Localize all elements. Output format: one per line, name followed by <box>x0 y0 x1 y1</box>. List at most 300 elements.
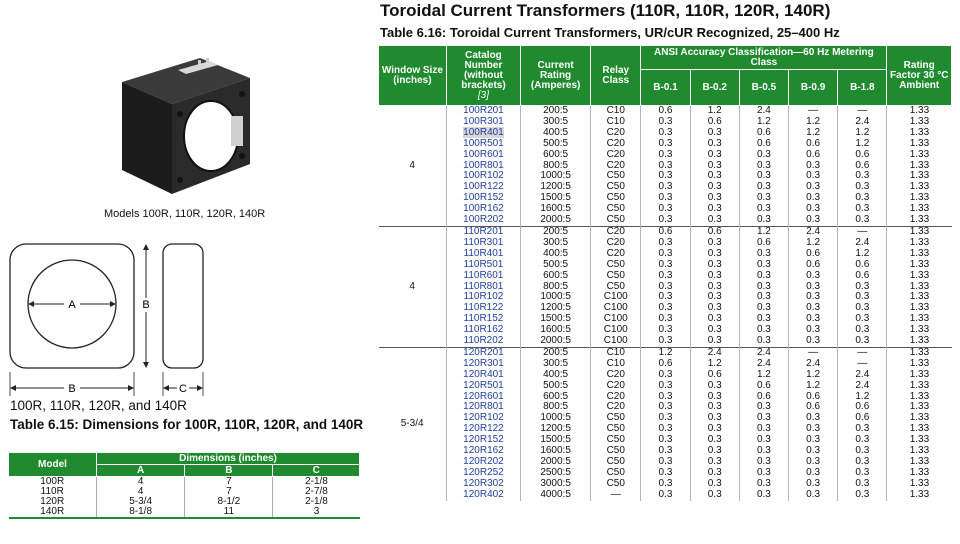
b-0-1-cell: 0.3 <box>641 260 690 271</box>
dimension-row <box>9 507 360 518</box>
current-rating-cell: 1000:5 <box>521 171 591 182</box>
relay-class-cell: C20 <box>591 161 641 172</box>
b-0-2-cell: 1.2 <box>690 359 739 370</box>
b-0-5-cell: 0.3 <box>739 402 788 413</box>
b-0-2-cell: 1.2 <box>690 106 739 117</box>
b-0-2-cell: 0.3 <box>690 446 739 457</box>
b-1-8-cell: 0.3 <box>838 490 887 501</box>
b-1-8-cell: 0.6 <box>838 260 887 271</box>
catalog-number-text: 110R201 <box>463 225 504 237</box>
current-rating-cell: 300:5 <box>521 238 591 249</box>
relay-class-cell: C50 <box>591 413 641 424</box>
b-0-5-cell: 0.3 <box>739 479 788 490</box>
catalog-number-text: 100R301 <box>463 115 504 127</box>
current-rating-cell: 300:5 <box>521 359 591 370</box>
b-0-1-cell: 0.3 <box>641 171 690 182</box>
b-0-2-cell: 0.3 <box>690 215 739 226</box>
current-rating-cell: 2500:5 <box>521 468 591 479</box>
b-0-1-cell: 0.3 <box>641 182 690 193</box>
b-0-9-cell: 1.2 <box>789 370 838 381</box>
b-0-5-cell: 0.3 <box>739 161 788 172</box>
b-0-1-cell: 0.3 <box>641 238 690 249</box>
photo-caption: Models 100R, 110R, 120R, 140R <box>104 208 266 220</box>
b-0-9-cell: 0.3 <box>789 325 838 336</box>
b-0-5-cell: 0.3 <box>739 413 788 424</box>
b-1-8-cell: 0.3 <box>838 303 887 314</box>
b-0-9-cell: 1.2 <box>789 381 838 392</box>
relay-class-cell: C50 <box>591 271 641 282</box>
b-1-8-cell: 0.3 <box>838 193 887 204</box>
b-0-2-cell: 0.3 <box>690 150 739 161</box>
catalog-number-text: 110R152 <box>463 313 504 325</box>
b-1-8-cell: — <box>838 347 887 358</box>
diagram-caption: 100R, 110R, 120R, and 140R <box>10 398 187 413</box>
b-0-1-cell: 0.3 <box>641 150 690 161</box>
b-0-1-cell: 0.3 <box>641 468 690 479</box>
b-0-9-cell: 0.3 <box>789 171 838 182</box>
col-a: A <box>97 465 185 477</box>
b-0-2-cell: 0.3 <box>690 128 739 139</box>
b-1-8-cell: 0.3 <box>838 479 887 490</box>
current-rating-cell: 500:5 <box>521 381 591 392</box>
col-current-rating: Current Rating (Amperes) <box>521 46 591 106</box>
b-0-9-cell: 0.3 <box>789 490 838 501</box>
relay-class-cell: C50 <box>591 204 641 215</box>
dim-cell-b: 7 <box>185 477 273 488</box>
b-0-5-cell: 1.2 <box>739 226 788 237</box>
b-0-5-cell: 0.3 <box>739 193 788 204</box>
rating-factor-cell: 1.33 <box>909 159 930 171</box>
b-0-9-cell: 0.3 <box>789 457 838 468</box>
b-0-2-cell: 0.3 <box>690 139 739 150</box>
b-1-8-cell: 0.3 <box>838 446 887 457</box>
relay-class-cell: C50 <box>591 468 641 479</box>
dim-cell-a: 5-3/4 <box>97 497 185 507</box>
ct-table <box>378 45 952 501</box>
catalog-number-text: 100R152 <box>463 192 504 204</box>
b-0-2-cell: 0.3 <box>690 402 739 413</box>
b-1-8-cell: — <box>838 359 887 370</box>
dim-cell-b: 7 <box>185 487 273 497</box>
b-0-2-cell: 0.3 <box>690 249 739 260</box>
b-0-1-cell: 0.3 <box>641 435 690 446</box>
b-0-1-cell: 0.3 <box>641 490 690 501</box>
b-0-1-cell: 0.3 <box>641 117 690 128</box>
rating-factor-cell: 1.33 <box>909 390 930 402</box>
catalog-number-text: 110R301 <box>463 236 504 248</box>
b-0-5-cell: 0.3 <box>739 182 788 193</box>
b-0-9-cell: 2.4 <box>789 226 838 237</box>
b-1-8-cell: 1.2 <box>838 392 887 403</box>
b-0-9-cell: 1.2 <box>789 128 838 139</box>
b-0-2-cell: 0.3 <box>690 182 739 193</box>
b-1-8-cell: 0.6 <box>838 271 887 282</box>
catalog-number-text: 110R122 <box>463 302 504 314</box>
col-rating-factor: Rating Factor 30 °C Ambient <box>887 46 952 106</box>
b-0-5-cell: 0.6 <box>739 392 788 403</box>
relay-class-cell: C50 <box>591 457 641 468</box>
b-1-8-cell: 0.3 <box>838 457 887 468</box>
dim-a-label: A <box>68 299 76 311</box>
catalog-number-text: 110R801 <box>463 280 504 292</box>
b-0-5-cell: 0.3 <box>739 325 788 336</box>
b-1-8-cell: 0.3 <box>838 435 887 446</box>
b-0-9-cell: 0.3 <box>789 413 838 424</box>
table-6-16-title: Table 6.16: Toroidal Current Transformers, UR/cUR Recognized, 25–400 Hz <box>380 25 840 40</box>
b-0-1-cell: 0.3 <box>641 325 690 336</box>
rating-factor-cell: 1.33 <box>909 280 930 292</box>
catalog-number-text: 100R202 <box>463 214 504 226</box>
rating-factor-cell: 1.33 <box>909 214 930 226</box>
relay-class-cell: C50 <box>591 446 641 457</box>
b-0-2-cell: 0.3 <box>690 260 739 271</box>
catalog-number-text: 120R102 <box>463 412 504 424</box>
rating-factor-cell: 1.33 <box>909 423 930 435</box>
catalog-number-cell <box>446 336 520 347</box>
col-b-0-5: B-0.5 <box>739 70 788 106</box>
col-b-0-1: B-0.1 <box>641 70 690 106</box>
relay-class-cell: C20 <box>591 370 641 381</box>
relay-class-cell: C20 <box>591 139 641 150</box>
col-b-1-8: B-1.8 <box>838 70 887 106</box>
rating-factor-cell: 1.33 <box>909 126 930 138</box>
current-rating-cell: 1000:5 <box>521 292 591 303</box>
b-0-9-cell: 0.3 <box>789 303 838 314</box>
rating-factor-cell: 1.33 <box>909 466 930 478</box>
b-0-9-cell: — <box>789 106 838 117</box>
b-0-2-cell: 0.3 <box>690 336 739 347</box>
b-1-8-cell: 2.4 <box>838 370 887 381</box>
b-0-9-cell: 0.3 <box>789 215 838 226</box>
b-0-9-cell: 0.6 <box>789 402 838 413</box>
b-0-1-cell: 0.3 <box>641 271 690 282</box>
b-0-5-cell: 0.3 <box>739 150 788 161</box>
b-0-5-cell: 0.3 <box>739 468 788 479</box>
relay-class-cell: C20 <box>591 226 641 237</box>
catalog-number-text: 100R401 <box>463 126 504 138</box>
rating-factor-cell: 1.33 <box>909 247 930 259</box>
b-0-2-cell: 0.3 <box>690 171 739 182</box>
relay-class-cell: C100 <box>591 314 641 325</box>
rating-factor-cell: 1.33 <box>909 115 930 127</box>
relay-class-cell: C10 <box>591 106 641 117</box>
b-1-8-cell: 0.6 <box>838 150 887 161</box>
relay-class-cell: C50 <box>591 282 641 293</box>
b-0-5-cell: 0.3 <box>739 490 788 501</box>
dim-b-vertical-label: B <box>142 299 150 311</box>
b-0-1-cell: 0.3 <box>641 381 690 392</box>
relay-class-cell: C50 <box>591 435 641 446</box>
relay-class-cell: C100 <box>591 303 641 314</box>
rating-factor-cell: 1.33 <box>909 236 930 248</box>
b-0-2-cell: 0.3 <box>690 457 739 468</box>
b-0-5-cell: 0.3 <box>739 424 788 435</box>
catalog-number-text: 120R402 <box>463 488 504 500</box>
rating-factor-cell: 1.33 <box>887 226 952 237</box>
b-0-9-cell: 0.3 <box>789 446 838 457</box>
dim-cell-a: 4 <box>97 487 185 497</box>
b-0-1-cell: 0.3 <box>641 139 690 150</box>
b-0-5-cell: 0.3 <box>739 204 788 215</box>
b-0-2-cell: 0.3 <box>690 479 739 490</box>
b-1-8-cell: 2.4 <box>838 238 887 249</box>
b-0-5-cell: 0.3 <box>739 435 788 446</box>
catalog-number-cell <box>446 490 520 501</box>
relay-class-cell: C100 <box>591 292 641 303</box>
catalog-number-text: 120R201 <box>463 346 504 358</box>
transformer-photo <box>100 52 260 202</box>
b-0-1-cell: 0.3 <box>641 336 690 347</box>
rating-factor-cell: 1.33 <box>909 445 930 457</box>
b-0-9-cell: 0.3 <box>789 271 838 282</box>
catalog-number-cell <box>446 215 520 226</box>
b-0-1-cell: 0.3 <box>641 424 690 435</box>
b-0-5-cell: 2.4 <box>739 347 788 358</box>
b-0-1-cell: 0.3 <box>641 392 690 403</box>
b-0-1-cell: 0.3 <box>641 303 690 314</box>
b-0-1-cell: 0.3 <box>641 370 690 381</box>
current-rating-cell: 1200:5 <box>521 303 591 314</box>
current-rating-cell: 600:5 <box>521 271 591 282</box>
table-row <box>379 336 952 347</box>
catalog-number-text: 100R102 <box>463 170 504 182</box>
b-0-5-cell: 0.3 <box>739 292 788 303</box>
current-rating-cell: 600:5 <box>521 392 591 403</box>
col-relay-class: Relay Class <box>591 46 641 106</box>
b-0-1-cell: 0.3 <box>641 215 690 226</box>
current-rating-cell: 1500:5 <box>521 193 591 204</box>
relay-class-cell: C20 <box>591 128 641 139</box>
rating-factor-cell: 1.33 <box>909 203 930 215</box>
catalog-footnote: [3] <box>477 89 490 101</box>
b-1-8-cell: — <box>838 106 887 117</box>
catalog-number-text: 100R162 <box>463 203 504 215</box>
b-1-8-cell: 0.3 <box>838 314 887 325</box>
dim-cell-c: 2-1/8 <box>305 496 328 507</box>
b-1-8-cell: 0.3 <box>838 215 887 226</box>
rating-factor-cell: 1.33 <box>909 258 930 270</box>
b-0-5-cell: 0.3 <box>739 260 788 271</box>
current-rating-cell: 1200:5 <box>521 182 591 193</box>
catalog-number-text: 100R201 <box>463 105 504 116</box>
dimensions-table <box>8 452 360 519</box>
rating-factor-cell: 1.33 <box>909 412 930 424</box>
b-1-8-cell: 1.2 <box>838 128 887 139</box>
b-1-8-cell: 0.3 <box>838 292 887 303</box>
rating-factor-cell: 1.33 <box>909 456 930 467</box>
col-b: B <box>185 465 273 477</box>
catalog-number-text: 120R162 <box>463 445 504 457</box>
b-0-1-cell: 0.3 <box>641 161 690 172</box>
b-0-5-cell: 0.3 <box>739 215 788 226</box>
b-0-5-cell: 0.3 <box>739 446 788 457</box>
rating-factor-cell: 1.33 <box>909 313 930 325</box>
b-0-5-cell: 0.6 <box>739 238 788 249</box>
col-c: C <box>273 465 360 477</box>
b-0-2-cell: 0.6 <box>690 370 739 381</box>
b-1-8-cell: 0.3 <box>838 336 887 347</box>
catalog-number-text: 110R501 <box>463 258 504 270</box>
b-1-8-cell: 0.3 <box>838 282 887 293</box>
b-1-8-cell: — <box>838 226 887 237</box>
rating-factor-cell: 1.33 <box>909 148 930 160</box>
relay-class-cell: C20 <box>591 402 641 413</box>
b-0-5-cell: 0.6 <box>739 128 788 139</box>
catalog-number-text: 110R102 <box>463 291 504 303</box>
relay-class-cell: C50 <box>591 479 641 490</box>
catalog-number-text: 120R601 <box>463 390 504 402</box>
dim-c-label: C <box>179 383 187 395</box>
catalog-number-text: 120R152 <box>463 434 504 446</box>
b-0-1-cell: 0.3 <box>641 193 690 204</box>
table-6-15-title: Table 6.15: Dimensions for 100R, 110R, 120R, and 140R <box>10 417 364 432</box>
b-0-5-cell: 2.4 <box>739 106 788 117</box>
window-size-cell: 5-3/4 <box>379 347 447 500</box>
dim-cell-c: 3 <box>273 507 360 518</box>
current-rating-cell: 400:5 <box>521 249 591 260</box>
current-rating-cell: 1600:5 <box>521 325 591 336</box>
b-0-9-cell: 0.3 <box>789 292 838 303</box>
catalog-number-text: 110R162 <box>463 324 504 336</box>
dim-cell-a: 8-1/8 <box>97 507 185 518</box>
dimension-drawing <box>0 238 215 403</box>
b-0-9-cell: 0.3 <box>789 204 838 215</box>
current-rating-cell: 500:5 <box>521 139 591 150</box>
b-0-2-cell: 0.6 <box>690 117 739 128</box>
b-0-1-cell: 0.6 <box>641 226 690 237</box>
b-0-5-cell: 0.3 <box>739 171 788 182</box>
catalog-number-text: 120R252 <box>463 466 504 478</box>
dim-cell-model: 100R <box>9 477 97 488</box>
current-rating-cell: 1600:5 <box>521 204 591 215</box>
b-0-5-cell: 0.3 <box>739 314 788 325</box>
b-0-1-cell: 0.3 <box>641 282 690 293</box>
b-0-5-cell: 0.3 <box>739 271 788 282</box>
current-rating-cell: 400:5 <box>521 370 591 381</box>
b-0-2-cell: 0.3 <box>690 381 739 392</box>
b-0-2-cell: 0.3 <box>690 204 739 215</box>
b-0-5-cell: 0.3 <box>739 457 788 468</box>
b-0-1-cell: 0.3 <box>641 402 690 413</box>
b-1-8-cell: 2.4 <box>838 381 887 392</box>
relay-class-cell: C50 <box>591 182 641 193</box>
b-0-9-cell: 0.3 <box>789 161 838 172</box>
dim-cell-b: 8-1/2 <box>185 497 273 507</box>
catalog-number-text: 120R122 <box>463 423 504 435</box>
b-0-2-cell: 0.6 <box>690 226 739 237</box>
b-1-8-cell: 0.3 <box>838 325 887 336</box>
rating-factor-cell: 1.33 <box>909 357 930 369</box>
current-rating-cell: 800:5 <box>521 402 591 413</box>
b-0-9-cell: 0.3 <box>789 424 838 435</box>
b-0-1-cell: 0.3 <box>641 479 690 490</box>
b-1-8-cell: 2.4 <box>838 117 887 128</box>
rating-factor-cell: 1.33 <box>909 302 930 314</box>
rating-factor-cell: 1.33 <box>909 181 930 193</box>
b-0-5-cell: 0.3 <box>739 282 788 293</box>
b-1-8-cell: 0.3 <box>838 171 887 182</box>
b-0-9-cell: 0.3 <box>789 314 838 325</box>
b-0-9-cell: — <box>789 347 838 358</box>
relay-class-cell: C100 <box>591 336 641 347</box>
dim-b-horizontal-label: B <box>68 383 76 395</box>
dim-cell-b: 11 <box>185 507 273 518</box>
relay-class-cell: C50 <box>591 171 641 182</box>
b-0-9-cell: 0.6 <box>789 260 838 271</box>
current-rating-cell: 2000:5 <box>521 336 591 347</box>
catalog-number-text: 100R501 <box>463 137 504 149</box>
rating-factor-cell: 1.33 <box>909 324 930 336</box>
relay-class-cell: C20 <box>591 238 641 249</box>
b-0-9-cell: 0.3 <box>789 193 838 204</box>
dim-cell-a: 4 <box>97 477 185 488</box>
b-0-9-cell: 0.3 <box>789 282 838 293</box>
rating-factor-cell: 1.33 <box>909 170 930 182</box>
current-rating-cell: 200:5 <box>521 347 591 358</box>
rating-factor-cell: 1.33 <box>909 291 930 303</box>
b-0-9-cell: 2.4 <box>789 359 838 370</box>
col-window-size: Window Size (inches) <box>379 46 447 106</box>
relay-class-cell: C50 <box>591 215 641 226</box>
catalog-number-text: 120R401 <box>463 368 504 380</box>
window-size-cell: 4 <box>379 106 447 227</box>
relay-class-cell: C20 <box>591 249 641 260</box>
b-0-2-cell: 2.4 <box>690 347 739 358</box>
b-0-9-cell: 0.6 <box>789 249 838 260</box>
relay-class-cell: C20 <box>591 150 641 161</box>
b-0-1-cell: 0.3 <box>641 314 690 325</box>
b-0-1-cell: 0.3 <box>641 413 690 424</box>
table-row <box>379 215 952 226</box>
relay-class-cell: C100 <box>591 325 641 336</box>
b-0-9-cell: 0.3 <box>789 435 838 446</box>
dim-cell-model: 120R <box>9 497 97 507</box>
b-1-8-cell: 0.6 <box>838 161 887 172</box>
b-1-8-cell: 0.3 <box>838 468 887 479</box>
col-ansi-group: ANSI Accuracy Classification—60 Hz Metering Class <box>641 46 887 70</box>
b-0-9-cell: 0.6 <box>789 139 838 150</box>
relay-class-cell: — <box>591 490 641 501</box>
b-0-5-cell: 2.4 <box>739 359 788 370</box>
catalog-number-text: 120R302 <box>463 477 504 489</box>
rating-factor-cell: 1.33 <box>909 335 930 347</box>
rating-factor-cell: 1.33 <box>909 192 930 204</box>
b-0-5-cell: 1.2 <box>739 117 788 128</box>
current-rating-cell: 400:5 <box>521 128 591 139</box>
rating-factor-cell: 1.33 <box>909 137 930 149</box>
b-0-2-cell: 0.3 <box>690 325 739 336</box>
b-0-2-cell: 0.3 <box>690 392 739 403</box>
rating-factor-cell: 1.33 <box>909 434 930 446</box>
table-row <box>379 490 952 501</box>
relay-class-cell: C50 <box>591 424 641 435</box>
current-rating-cell: 2000:5 <box>521 457 591 468</box>
catalog-number-text: 120R801 <box>463 401 504 413</box>
b-1-8-cell: 1.2 <box>838 249 887 260</box>
relay-class-cell: C10 <box>591 347 641 358</box>
b-0-1-cell: 0.3 <box>641 292 690 303</box>
relay-class-cell: C20 <box>591 381 641 392</box>
relay-class-cell: C20 <box>591 392 641 403</box>
catalog-number-text: 110R202 <box>463 335 504 347</box>
current-rating-cell: 1200:5 <box>521 424 591 435</box>
b-0-2-cell: 0.3 <box>690 282 739 293</box>
b-0-9-cell: 0.6 <box>789 150 838 161</box>
catalog-number-text: 100R801 <box>463 159 504 171</box>
current-rating-cell: 800:5 <box>521 161 591 172</box>
b-0-1-cell: 0.3 <box>641 249 690 260</box>
b-1-8-cell: 0.6 <box>838 402 887 413</box>
